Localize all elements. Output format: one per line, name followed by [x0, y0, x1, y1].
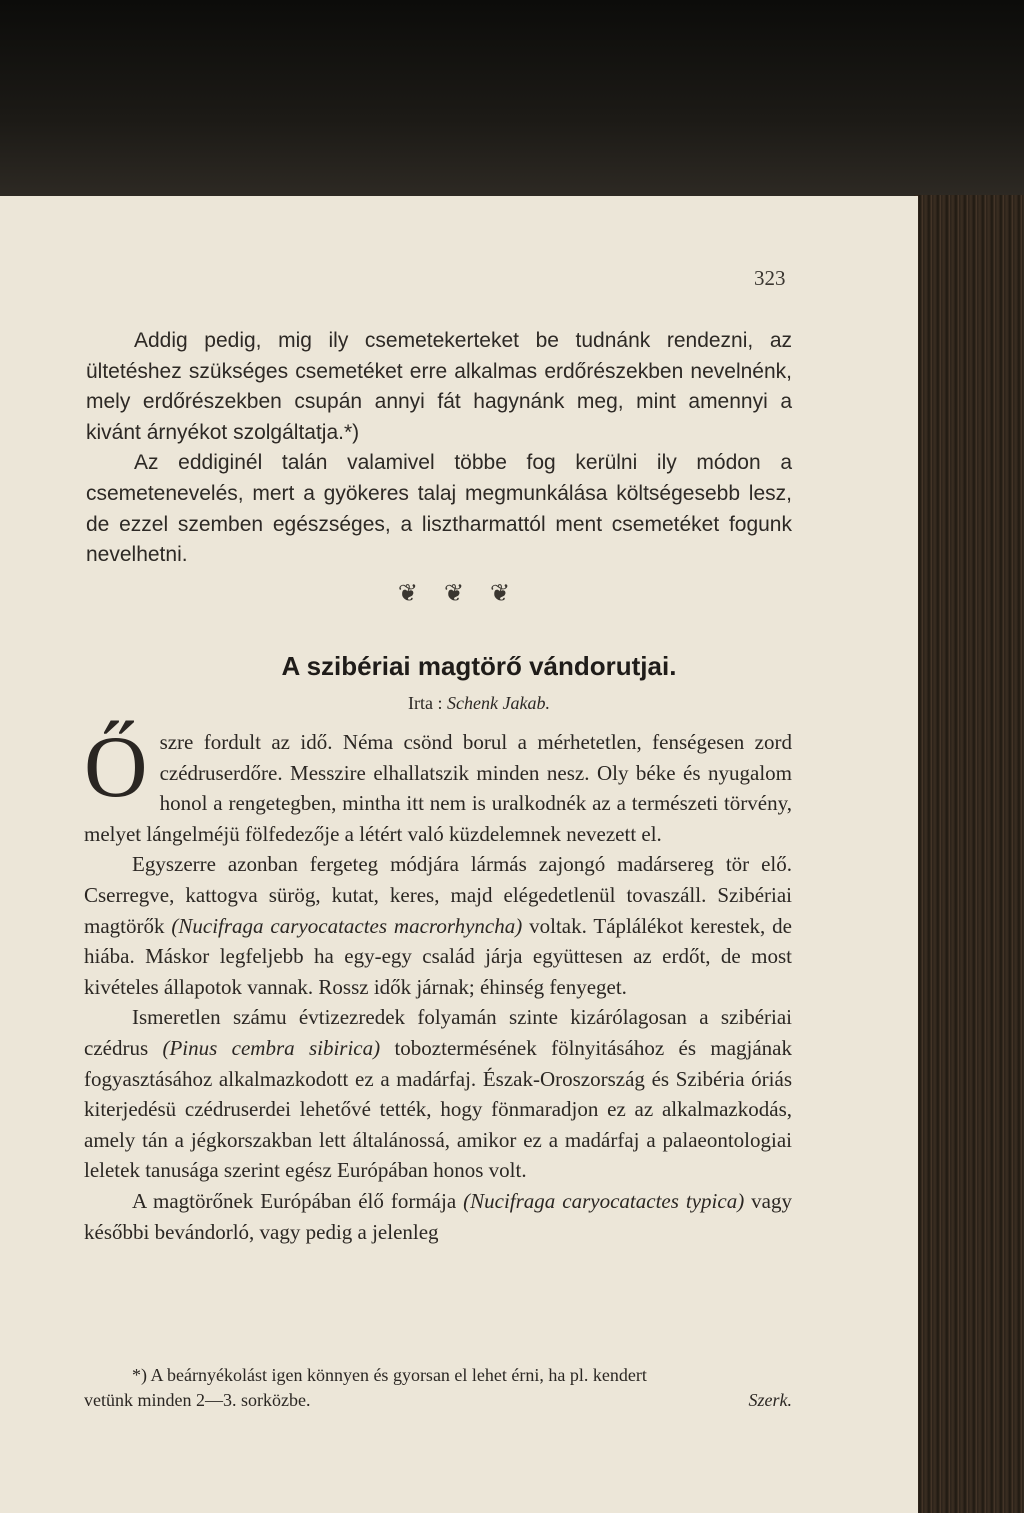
footnote-line-1: *) A beárnyékolást igen könnyen és gyorsan el lehet érni, ha pl. kendert — [132, 1365, 647, 1385]
article-paragraph-3 — [84, 1002, 792, 1186]
footnote — [84, 1363, 792, 1413]
paragraph-4-text-a: A magtörőnek Európában élő formája — [132, 1188, 457, 1213]
footnote-line-2: vetünk minden 2—3. sorközbe. — [84, 1390, 311, 1410]
article-title: A szibériai magtörő vándorutjai. — [281, 651, 677, 681]
page-number: 323 — [754, 266, 786, 290]
scan-background — [0, 0, 1024, 200]
intro-paragraph-1: Addig pedig, mig ily csemetekerteket be tudnánk rendezni, az ültetéshez szükséges csemetéket erre alkalmas erdőrészekben nevelnénk, mely erdőrészekben csupán annyi fát hagynánk meg, mint amennyi a kivánt árnyékot szolgáltatja.*) — [86, 329, 792, 444]
article-body — [84, 719, 793, 1247]
species-name-3: (Nucifraga caryocatactes typica) — [463, 1188, 745, 1213]
species-name-2: (Pinus cembra sibirica) — [162, 1035, 381, 1060]
section-ornament: ❦ ❦ ❦ — [397, 581, 521, 607]
footnote-last-row — [84, 1388, 792, 1413]
author-name: Schenk Jakab. — [447, 693, 550, 713]
page-stack-edge — [914, 195, 1024, 1513]
paragraph-3-text-a: Ismeretlen számu évtizezredek folyamán szinte kizárólagosan a szibériai czédrus — [84, 1005, 792, 1060]
species-name-1: (Nucifraga caryocatactes macrorhyncha) — [171, 913, 523, 938]
book-page — [0, 196, 918, 1513]
article-byline — [0, 693, 938, 714]
article-paragraph-4 — [84, 1186, 792, 1247]
intro-text — [86, 326, 792, 571]
footnote-signature: Szerk. — [748, 1390, 792, 1410]
paragraph-3-text-b: toboztermésének fölnyitásához és magjának fogyasztásához alkalmazkodott ez a madárfaj. Észak-Oroszország és Szibéria óriás kiterjedésü czédruserdei lehetővé tették, hogy fönmaradjon ez az alkalmazkodás, amely tán a jégkorszakban lett általánossá, amikor ez a madárfaj a palaeontologiai leletek tanusága szerint egész Európában honos volt. — [84, 1035, 793, 1183]
article-paragraph-1 — [84, 719, 792, 849]
paragraph-1-text: szre fordult az idő. Néma csönd borul a mérhetetlen, fenségesen zord czédruserdőre. Messzire elhallatszik minden nesz. Oly béke és nyugalom honol a rengetegben, mintha itt nem is uralkodnék az a természeti törvény, melyet lángelméjü fölfedezője a létért való küzdelemnek nevezett el. — [84, 730, 792, 846]
paragraph-4-text-b: vagy későbbi bevándorló, vagy pedig a jelenleg — [84, 1188, 792, 1244]
paragraph-2-text-b: voltak. Táplálékot kerestek, de hiába. Máskor legfeljebb ha egy-egy család járja együttesen az erdőt, de most kivételes állapotok vannak. Rossz idők járnak; éhinség fenyeget. — [84, 913, 792, 999]
drop-cap: Ő — [84, 719, 148, 816]
intro-paragraph-2: Az eddiginél talán valamivel többe fog kerülni ily módon a csemetenevelés, mert a gyökeres talaj megmunkálása költségesebb lesz, de ezzel szemben egészséges, a lisztharmattól ment csemetéket fogunk nevelhetni. — [86, 451, 792, 567]
author-prefix: Irta : — [408, 693, 443, 713]
article-paragraph-2 — [84, 849, 792, 1002]
paragraph-2-text-a: Egyszerre azonban fergeteg módjára lármás zajongó madársereg tör elő. Cserregve, kattogva sürög, kutat, keres, majd elégedetlenül tovaszáll. Szibériai magtörők — [84, 852, 792, 938]
